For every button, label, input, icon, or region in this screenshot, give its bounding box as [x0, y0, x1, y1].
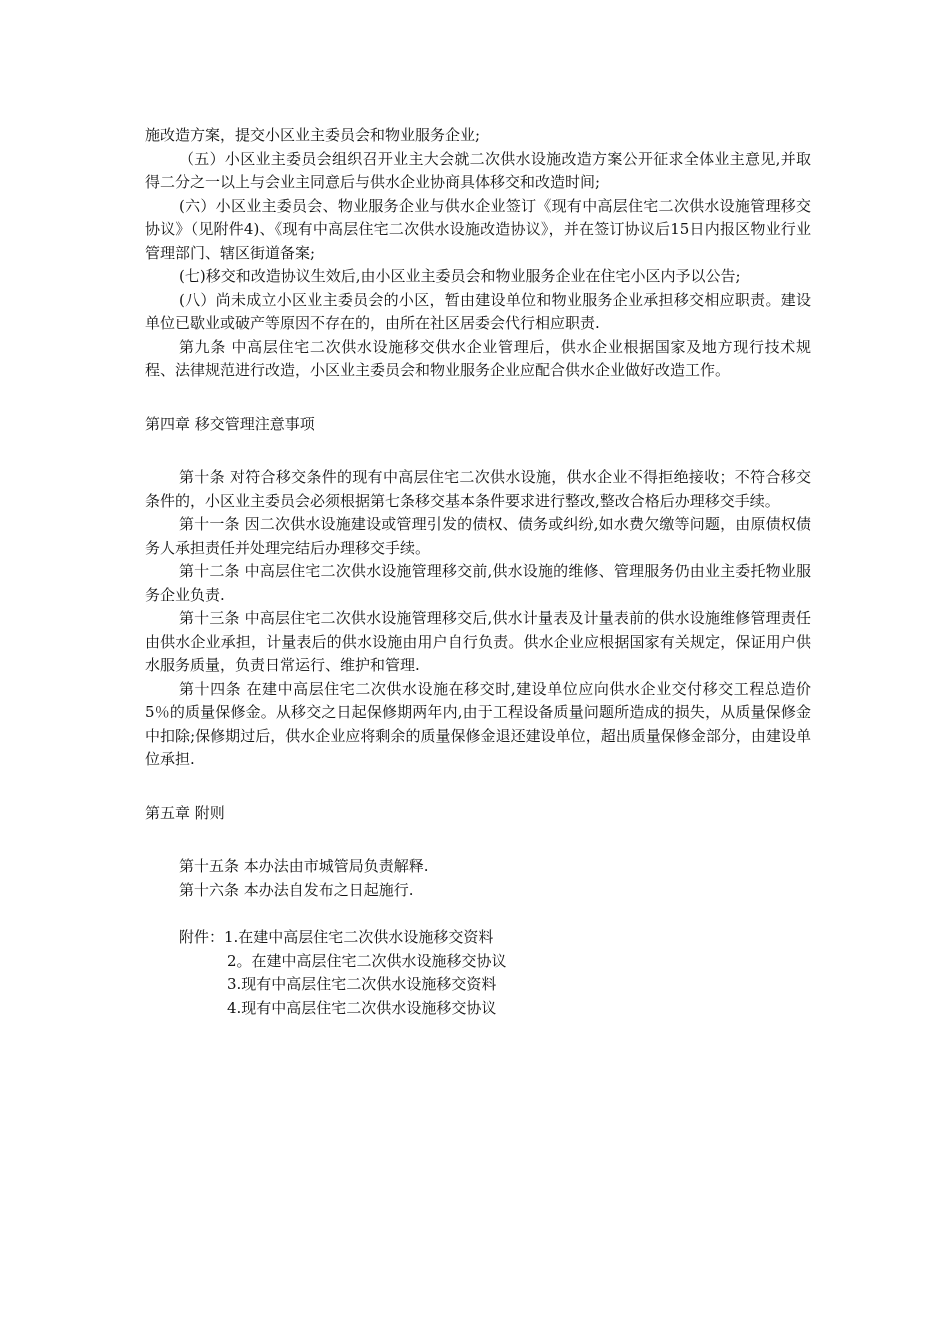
attachments-list [145, 926, 811, 1020]
paragraph-continuation: 施改造方案，提交小区业主委员会和物业服务企业; [145, 126, 481, 144]
article-9: 第九条 中高层住宅二次供水设施移交供水企业管理后，供水企业根据国家及地方现行技术规程、法律规范进行改造，小区业主委员会和物业服务企业应配合供水企业做好改造工作。 [145, 337, 811, 379]
attachment-item-1: 附件：1.在建中高层住宅二次供水设施移交资料 [179, 928, 494, 946]
paragraph-item-6: (六）小区业主委员会、物业服务企业与供水企业签订《现有中高层住宅二次供水设施管理移交协议》（见附件4)、《现有中高层住宅二次供水设施改造协议》，并在签订协议后15日内报区物业行业管理部门、辖区街道备案; [145, 196, 811, 262]
article-13: 第十三条 中高层住宅二次供水设施管理移交后,供水计量表及计量表前的供水设施维修管理责任由供水企业承担，计量表后的供水设施由用户自行负责。供水企业应根据国家有关规定，保证用户供水服务质量，负责日常运行、维护和管理. [145, 609, 811, 674]
paragraph-item-7: (七)移交和改造协议生效后,由小区业主委员会和物业服务企业在住宅小区内予以公告; [179, 267, 741, 285]
attachment-item-2: 2。在建中高层住宅二次供水设施移交协议 [227, 951, 507, 970]
paragraph-item-8: (八）尚未成立小区业主委员会的小区，暂由建设单位和物业服务企业承担移交相应职责。建设单位已歇业或破产等原因不存在的，由所在社区居委会代行相应职责. [145, 290, 811, 332]
article-10: 第十条 对符合移交条件的现有中高层住宅二次供水设施，供水企业不得拒绝接收；不符合移交条件的，小区业主委员会必须根据第七条移交基本条件要求进行整改,整改合格后办理移交手续。 [145, 468, 811, 510]
article-11: 第十一条 因二次供水设施建设或管理引发的债权、债务或纠纷,如水费欠缴等问题，由原债权债务人承担责任并处理完结后办理移交手续。 [145, 515, 811, 557]
article-12: 第十二条 中高层住宅二次供水设施管理移交前,供水设施的维修、管理服务仍由业主委托物业服务企业负责. [145, 562, 811, 604]
attachment-item-3: 3.现有中高层住宅二次供水设施移交资料 [227, 975, 497, 993]
article-14: 第十四条 在建中高层住宅二次供水设施在移交时,建设单位应向供水企业交付移交工程总造价5％的质量保修金。从移交之日起保修期两年内,由于工程设备质量问题所造成的损失，从质量保修金中扣除;保修期过后，供水企业应将剩余的质量保修金退还建设单位，超出质量保修金部分，由建设单位承担. [145, 679, 811, 768]
article-16: 第十六条 本办法自发布之日起施行. [179, 880, 414, 899]
article-15: 第十五条 本办法由市城管局负责解释. [179, 857, 429, 875]
document-page [145, 124, 811, 1020]
chapter-4-heading: 第四章 移交管理注意事项 [145, 414, 315, 433]
paragraph-item-5: （五）小区业主委员会组织召开业主大会就二次供水设施改造方案公开征求全体业主意见,并取得二分之一以上与会业主同意后与供水企业协商具体移交和改造时间; [145, 149, 811, 191]
attachment-item-4: 4.现有中高层住宅二次供水设施移交协议 [227, 998, 497, 1017]
chapter-5-heading: 第五章 附则 [145, 803, 225, 822]
